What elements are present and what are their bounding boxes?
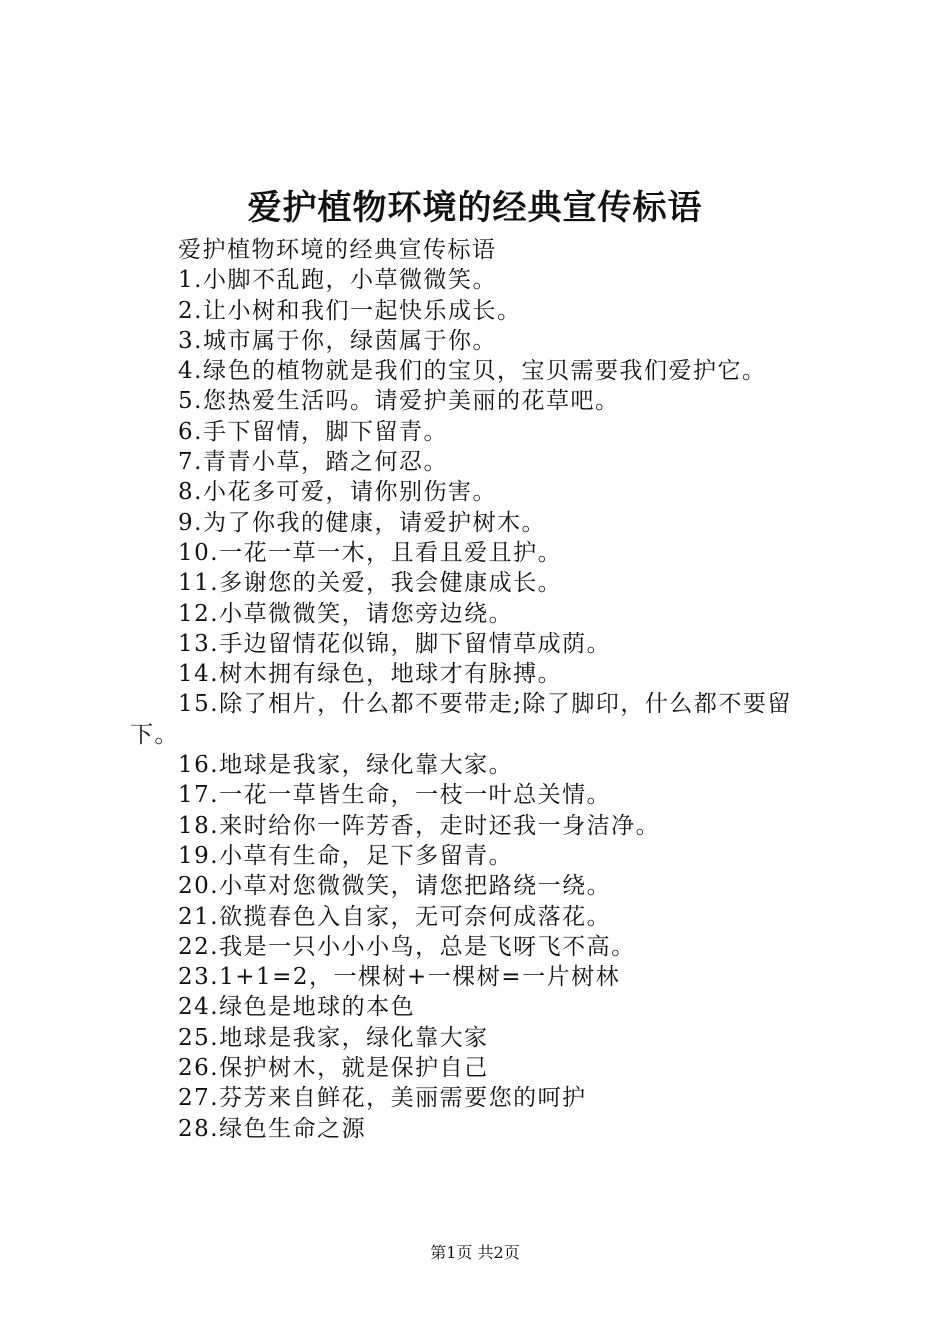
document-body bbox=[130, 235, 840, 1144]
slogan-item: 2.让小树和我们一起快乐成长。 bbox=[178, 297, 522, 324]
slogan-item: 3.城市属于你，绿茵属于你。 bbox=[178, 327, 497, 354]
slogan-item: 4.绿色的植物就是我们的宝贝，宝贝需要我们爱护它。 bbox=[178, 358, 767, 385]
page-footer: 第1页 共2页 bbox=[430, 1243, 520, 1262]
slogan-item: 22.我是一只小小小鸟，总是飞呀飞不高。 bbox=[178, 933, 636, 960]
slogan-item: 23.1+1=2，一棵树+一棵树=一片树林 bbox=[178, 964, 621, 991]
slogan-item: 18.来时给你一阵芳香，走时还我一身洁净。 bbox=[178, 812, 661, 839]
slogan-item: 11.多谢您的关爱，我会健康成长。 bbox=[178, 570, 563, 597]
slogan-item: 6.手下留情，脚下留青。 bbox=[178, 418, 448, 445]
slogan-item: 12.小草微微笑，请您旁边绕。 bbox=[178, 600, 514, 627]
slogan-item: 17.一花一草皆生命，一枝一叶总关情。 bbox=[178, 782, 612, 809]
slogan-item: 24.绿色是地球的本色 bbox=[178, 994, 416, 1021]
slogan-item: 15.除了相片，什么都不要带走;除了脚印，什么都不要留下。 bbox=[130, 691, 792, 748]
slogan-item: 8.小花多可爱，请你别伤害。 bbox=[178, 479, 497, 506]
slogan-item: 1.小脚不乱跑，小草微微笑。 bbox=[178, 267, 497, 294]
document-title: 爱护植物环境的经典宣传标语 bbox=[247, 188, 703, 228]
slogan-item: 25.地球是我家，绿化靠大家 bbox=[178, 1024, 489, 1051]
slogan-item: 28.绿色生命之源 bbox=[178, 1115, 367, 1142]
slogan-item: 13.手边留情花似锦，脚下留情草成荫。 bbox=[178, 630, 612, 657]
slogan-item: 16.地球是我家，绿化靠大家。 bbox=[178, 752, 514, 779]
slogan-item: 10.一花一草一木，且看且爱且护。 bbox=[178, 539, 563, 566]
slogan-item: 20.小草对您微微笑，请您把路绕一绕。 bbox=[178, 873, 612, 900]
slogan-item: 27.芬芳来自鲜花，美丽需要您的呵护 bbox=[178, 1085, 587, 1112]
slogan-item: 19.小草有生命，足下多留青。 bbox=[178, 842, 514, 869]
slogan-item: 26.保护树木，就是保护自己 bbox=[178, 1055, 489, 1082]
paragraph-heading: 爱护植物环境的经典宣传标语 bbox=[178, 237, 497, 263]
slogan-item: 5.您热爱生活吗。请爱护美丽的花草吧。 bbox=[178, 388, 620, 415]
slogan-item: 14.树木拥有绿色，地球才有脉搏。 bbox=[178, 661, 563, 688]
slogan-item: 9.为了你我的健康，请爱护树木。 bbox=[178, 509, 546, 536]
slogan-item: 7.青青小草，踏之何忍。 bbox=[178, 449, 448, 476]
slogan-item: 21.欲揽春色入自家，无可奈何成落花。 bbox=[178, 903, 612, 930]
